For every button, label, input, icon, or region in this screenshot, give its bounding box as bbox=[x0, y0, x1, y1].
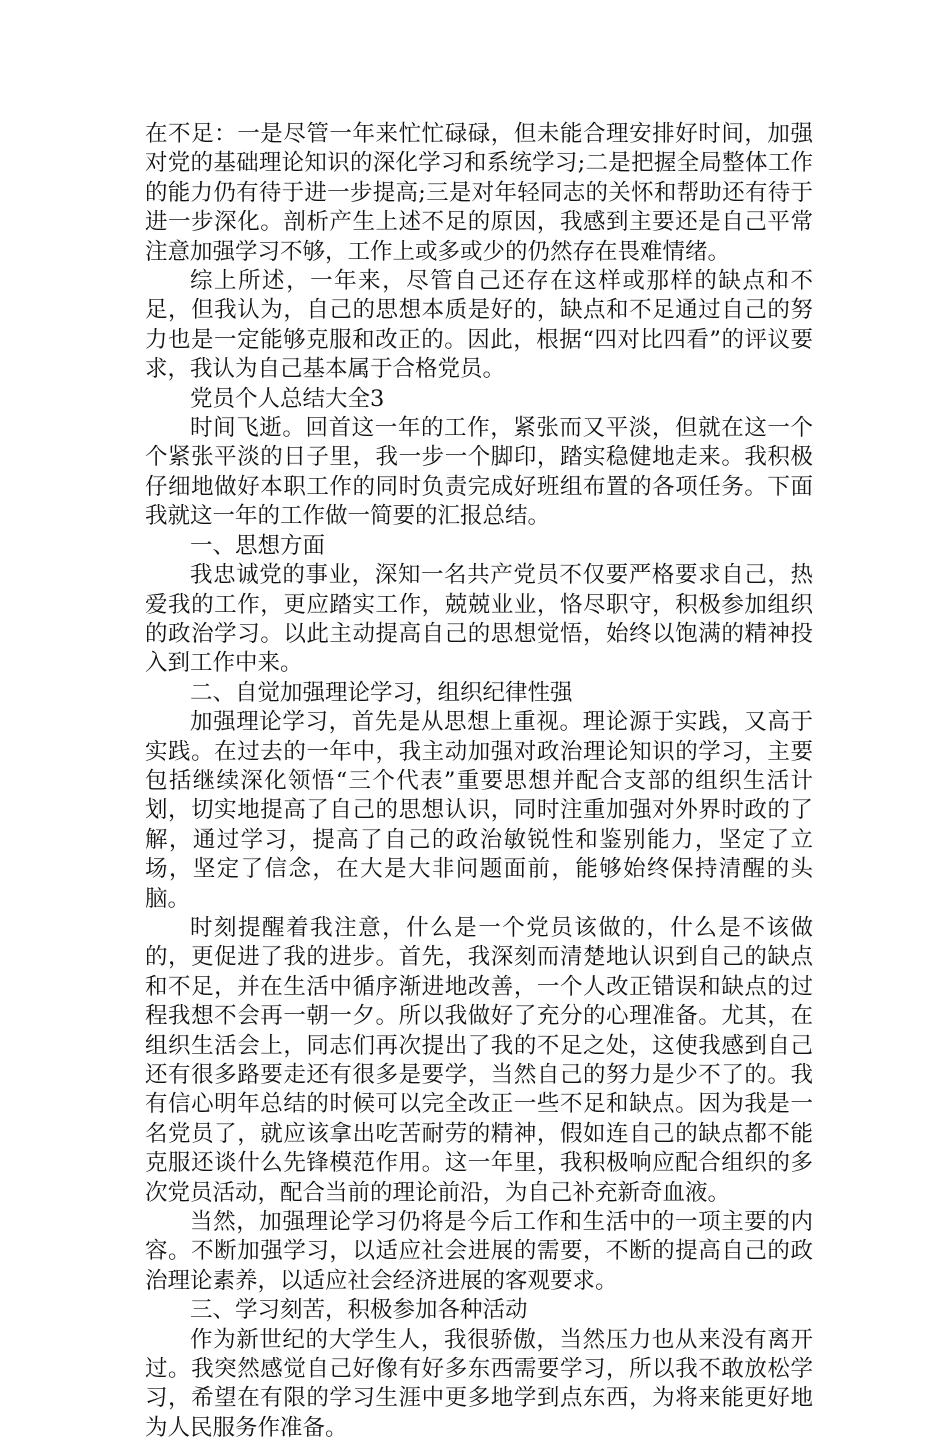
document-page bbox=[145, 120, 813, 1443]
heading-theory-study: 二、自觉加强理论学习，组织纪律性强 bbox=[190, 679, 573, 706]
paragraph-theory-study: 加强理论学习，首先是从思想上重视。理论源于实践，又高于实践。在过去的一年中，我主动加强对政治理论知识的学习，主要包括继续深化领悟“三个代表”重要思想并配合支部的组织生活计划，切实地提高了自己的思想认识，同时注重加强对外界时政的了解，通过学习，提高了自己的政治敏锐性和鉴别能力，坚定了立场，坚定了信念，在大是大非问题面前，能够始终保持清醒的头脑。 bbox=[145, 709, 813, 912]
paragraph-shortcomings: 在不足：一是尽管一年来忙忙碌碌，但未能合理安排好时间，加强对党的基础理论知识的深化学习和系统学习;二是把握全局整体工作的能力仍有待于进一步提高;三是对年轻同志的关怀和帮助还有待于进一步深化。剖析产生上述不足的原因，我感到主要还是自己平常注意加强学习不够，工作上或多或少的仍然存在畏难情绪。 bbox=[145, 121, 813, 265]
paragraph-self-improvement: 时刻提醒着我注意，什么是一个党员该做的，什么是不该做的，更促进了我的进步。首先，我深刻而清楚地认识到自己的缺点和不足，并在生活中循序渐进地改善，一个人改正错误和缺点的过程我想不会再一朝一夕。所以我做好了充分的心理准备。尤其，在组织生活会上，同志们再次提出了我的不足之处，这使我感到自己还有很多路要走还有很多是要学，当然自己的努力是少不了的。我有信心明年总结的时候可以完全改正一些不足和缺点。因为我是一名党员了，就应该拿出吃苦耐劳的精神，假如连自己的缺点都不能克服还谈什么先锋模范作用。这一年里，我积极响应配合组织的多次党员活动，配合当前的理论前沿，为自己补充新奇血液。 bbox=[145, 914, 813, 1206]
heading-thought: 一、思想方面 bbox=[190, 532, 326, 559]
heading-activities: 三、学习刻苦，积极参加各种活动 bbox=[190, 1297, 528, 1324]
paragraph-thought: 我忠诚党的事业，深知一名共产党员不仅要严格要求自己，热爱我的工作，更应踏实工作，兢兢业业，恪尽职守，积极参加组织的政治学习。以此主动提高自己的思想觉悟，始终以饱满的精神投入到工作中来。 bbox=[145, 562, 813, 677]
section-title-summary-3: 党员个人总结大全3 bbox=[190, 385, 385, 412]
paragraph-conclusion: 综上所述，一年来，尽管自己还存在这样或那样的缺点和不足，但我认为，自己的思想本质是好的，缺点和不足通过自己的努力也是一定能够克服和改正的。因此，根据“四对比四看”的评议要求，我认为自己基本属于合格党员。 bbox=[145, 268, 813, 383]
paragraph-continued-study: 当然，加强理论学习仍将是今后工作和生活中的一项主要的内容。不断加强学习，以适应社会进展的需要，不断的提高自己的政治理论素养，以适应社会经济进展的客观要求。 bbox=[145, 1209, 813, 1294]
paragraph-intro: 时间飞逝。回首这一年的工作，紧张而又平淡，但就在这一个个紧张平淡的日子里，我一步一个脚印，踏实稳健地走来。我积极仔细地做好本职工作的同时负责完成好班组布置的各项任务。下面我就这一年的工作做一简要的汇报总结。 bbox=[145, 415, 813, 530]
paragraph-activities: 作为新世纪的大学生人，我很骄傲，当然压力也从来没有离开过。我突然感觉自己好像有好多东西需要学习，所以我不敢放松学习，希望在有限的学习生涯中更多地学到点东西，为将来能更好地为人民服务作准备。 bbox=[145, 1326, 813, 1441]
